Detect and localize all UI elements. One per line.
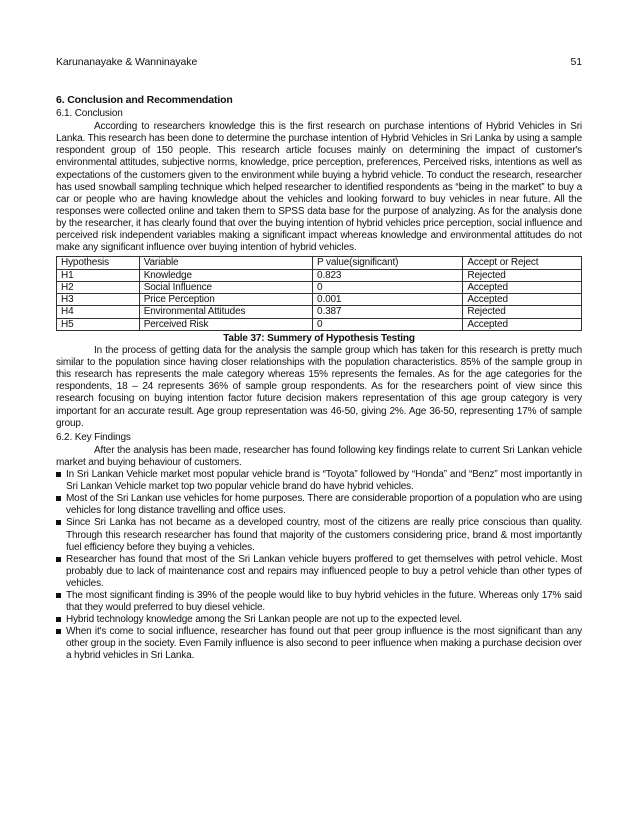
section-heading: 6. Conclusion and Recommendation xyxy=(56,94,233,106)
table-cell: H5 xyxy=(57,318,140,330)
finding-text: In Sri Lankan Vehicle market most popular vehicle brand is “Toyota” followed by “Honda” and “Benz” most importantly in Sri Lankan Vehicle market top two popular vehicle brand do have hybrid vehicles. xyxy=(66,469,582,493)
table-header-cell: P value(significant) xyxy=(313,257,463,269)
table-cell: Accepted xyxy=(463,294,582,306)
finding-text: When it's come to social influence, researcher has found out that peer group influence is the most significant than any other group in the society. Even Family influence is also second to peer influence when making a purchase decision over a hybrid vehicles in Sri Lanka. xyxy=(66,626,582,662)
square-bullet-icon xyxy=(56,629,61,634)
table-cell: 0.823 xyxy=(313,269,463,281)
table-header-row xyxy=(57,257,582,269)
findings-intro-paragraph: After the analysis has been made, researcher has found following key findings relate to current Sri Lankan vehicle market and buying behaviour of customers. xyxy=(56,444,582,468)
list-item xyxy=(56,554,582,590)
table-header-cell: Hypothesis xyxy=(57,257,140,269)
square-bullet-icon xyxy=(56,520,61,525)
table-row xyxy=(57,306,582,318)
table-cell: Perceived Risk xyxy=(139,318,312,330)
table-row xyxy=(57,318,582,330)
finding-text: Hybrid technology knowledge among the Sri Lankan people are not up to the expected level. xyxy=(66,614,462,626)
table-cell: Price Perception xyxy=(139,294,312,306)
subsection-heading-key-findings: 6.2. Key Findings xyxy=(56,431,131,443)
table-cell: H3 xyxy=(57,294,140,306)
table-cell: Social Influence xyxy=(139,281,312,293)
table-cell: Rejected xyxy=(463,269,582,281)
list-item xyxy=(56,469,582,493)
body-content xyxy=(56,94,582,663)
table-cell: Rejected xyxy=(463,306,582,318)
table-header-cell: Variable xyxy=(139,257,312,269)
subsection-heading-conclusion: 6.1. Conclusion xyxy=(56,108,123,120)
finding-text: Most of the Sri Lankan use vehicles for home purposes. There are considerable proportion of a population who are using vehicles for long distance travelling and office uses. xyxy=(66,493,582,517)
page-number: 51 xyxy=(570,56,582,68)
table-cell: 0.001 xyxy=(313,294,463,306)
list-item xyxy=(56,626,582,662)
square-bullet-icon xyxy=(56,617,61,622)
table-row xyxy=(57,269,582,281)
square-bullet-icon xyxy=(56,593,61,598)
square-bullet-icon xyxy=(56,496,61,501)
header-authors: Karunanayake & Wanninayake xyxy=(56,56,198,68)
table-cell: H2 xyxy=(57,281,140,293)
table-header-cell: Accept or Reject xyxy=(463,257,582,269)
table-cell: Accepted xyxy=(463,281,582,293)
conclusion-paragraph: According to researchers knowledge this is the first research on purchase intentions of Hybrid Vehicles in Sri Lanka. This research has been done to determine the purchase intention of Hybrid Vehicles in Sri Lanka by using a sample respondent group of 150 people. This research article focuses mainly on determining the impact of customer's environmental attitudes, subjective norms, knowledge, price perception, preferences, Perceived risks, intentions as well as expectations of the customers given to the environment while buying a hybrid vehicle. To conduct the research, researcher has used snowball sampling technique which helped researcher to identified respondents as “being in the market” to buy a car or people who are having knowledge about the vehicles and looking forward to buy vehicles in near future. All the responses were collected online and taken them to SPSS data base for the purpose of analyzing. As for the analysis done by the researcher, it has clearly found that over the buying intention of hybrid vehicles price perception, social influence and perceived risk independent variables making a significant impact whereas knowledge and environmental attitudes do not make any significant influence over buying intention of hybrid vehicles. xyxy=(56,121,582,254)
list-item xyxy=(56,517,582,553)
table-cell: Knowledge xyxy=(139,269,312,281)
square-bullet-icon xyxy=(56,557,61,562)
table-caption: Table 37: Summery of Hypothesis Testing xyxy=(223,333,415,344)
finding-text: Researcher has found that most of the Sri Lankan vehicle buyers proffered to get themselves with petrol vehicle. Most probably due to lack of maintenance cost and repairs may influenced people to buy a petrol vehicle than other types of vehicles. xyxy=(66,553,582,589)
square-bullet-icon xyxy=(56,472,61,477)
sample-paragraph: In the process of getting data for the analysis the sample group which has taken for this research is pretty much similar to the population since having closer relationships with the population characteristics. 85% of the sample group in this research has represents the male category whereas 15% represents the females. As for the age categories for the respondents, 18 – 24 represents 36% of sample group respondents. As for the researchers point of view since this research focusing on buying intention factor future decision makers representation of this age group category is very important for an accurate result. Age group representation was 46-50, giving 2%. Age 36-50, representing 17% of sample group. xyxy=(56,345,582,429)
hypothesis-table xyxy=(56,256,582,331)
list-item xyxy=(56,614,582,626)
table-cell: 0.387 xyxy=(313,306,463,318)
table-row xyxy=(57,294,582,306)
table-cell: H1 xyxy=(57,269,140,281)
table-cell: H4 xyxy=(57,306,140,318)
finding-text: Since Sri Lanka has not became as a developed country, most of the citizens are really price conscious than quality. Through this research researcher has found that majority of the customers considering price, brand & most importantly fuel efficiency before they buying a vehicles. xyxy=(66,517,582,553)
table-cell: Accepted xyxy=(463,318,582,330)
table-cell: 0 xyxy=(313,318,463,330)
table-cell: 0 xyxy=(313,281,463,293)
findings-list xyxy=(56,469,582,663)
finding-text: The most significant finding is 39% of the people would like to buy hybrid vehicles in the future. Whereas only 17% said that they would preferred to buy diesel vehicle. xyxy=(66,589,582,614)
list-item xyxy=(56,590,582,614)
table-row xyxy=(57,281,582,293)
list-item xyxy=(56,493,582,517)
table-cell: Environmental Attitudes xyxy=(139,306,312,318)
running-header xyxy=(56,56,582,68)
